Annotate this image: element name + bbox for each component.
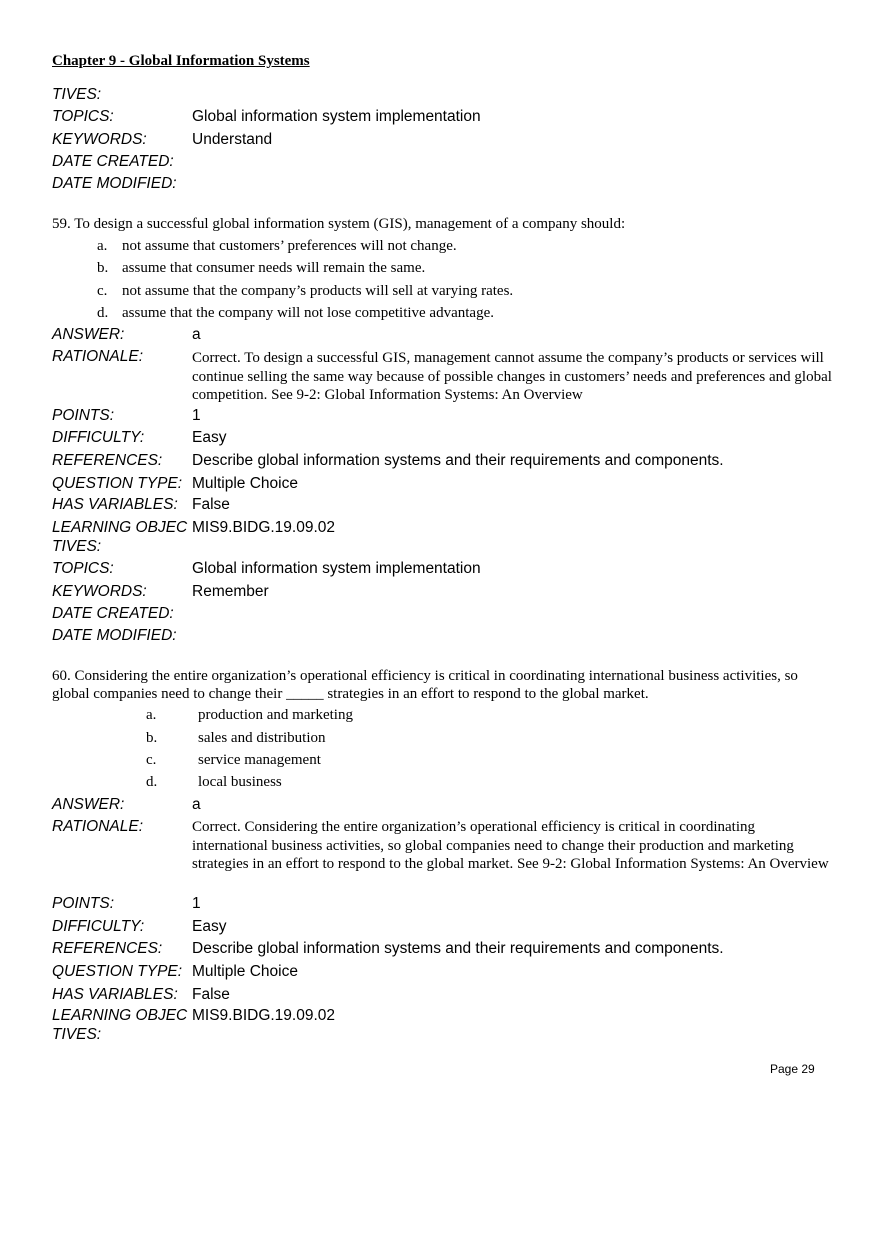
option-text: production and marketing	[198, 707, 353, 723]
rationale-label: RATIONALE:	[52, 818, 144, 835]
keywords-value: Remember	[192, 583, 269, 600]
rationale-text: Correct. To design a successful GIS, management cannot assume the company’s products or services will continue selling the same way because of possible changes in customers’ needs and preferences and global competition. See 9-2: Global Information Systems: An Overview	[192, 350, 832, 403]
option-text: local business	[198, 774, 282, 790]
references-value: Describe global information systems and their requirements and components.	[192, 452, 724, 469]
keywords-label: KEYWORDS:	[52, 131, 147, 148]
topics-value: Global information system implementation	[192, 108, 481, 125]
question-60-stem: 60. Considering the entire organization’s operational efficiency is critical in coordinating international business activities, so global companies need to change their _____ strategies in an effort to respond to the global market.	[52, 668, 798, 702]
has-variables-label: HAS VARIABLES:	[52, 496, 178, 513]
chapter-title: Chapter 9 - Global Information Systems	[52, 53, 310, 69]
difficulty-value: Easy	[192, 429, 227, 446]
references-value: Describe global information systems and their requirements and components.	[192, 940, 724, 957]
option-letter: d.	[97, 305, 109, 321]
rationale-text: Correct. Considering the entire organization’s operational efficiency is critical in coordinating international business activities, so global companies need to change their production and marketing strategies in an effort to respond to the global market. See 9-2: Global Information Systems: An Overview	[192, 819, 829, 872]
question-type-value: Multiple Choice	[192, 963, 298, 980]
question-type-label: QUESTION TYPE:	[52, 963, 183, 980]
rationale-label: RATIONALE:	[52, 348, 144, 365]
points-value: 1	[192, 895, 201, 912]
page-number: Page 29	[770, 1062, 815, 1076]
question-59-stem: 59. To design a successful global information system (GIS), management of a company should:	[52, 216, 626, 232]
date-created-label: DATE CREATED:	[52, 605, 174, 622]
option-text: assume that consumer needs will remain the same.	[122, 260, 426, 276]
option-text: assume that the company will not lose competitive advantage.	[122, 305, 494, 321]
difficulty-label: DIFFICULTY:	[52, 429, 145, 446]
lo-label-tail: TIVES:	[52, 86, 102, 103]
answer-value: a	[192, 326, 201, 343]
topics-label: TOPICS:	[52, 108, 114, 125]
date-modified-label: DATE MODIFIED:	[52, 627, 177, 644]
keywords-value: Understand	[192, 131, 273, 148]
option-letter: c.	[97, 283, 108, 299]
question-type-label: QUESTION TYPE:	[52, 475, 183, 492]
option-letter: c.	[146, 752, 157, 768]
option-text: not assume that customers’ preferences will not change.	[122, 238, 457, 254]
learning-objectives-label-tail: TIVES:	[52, 538, 102, 555]
option-letter: b.	[97, 260, 109, 276]
points-value: 1	[192, 407, 201, 424]
keywords-label: KEYWORDS:	[52, 583, 147, 600]
option-text: not assume that the company’s products will sell at varying rates.	[122, 283, 514, 299]
difficulty-label: DIFFICULTY:	[52, 918, 145, 935]
option-letter: b.	[146, 730, 158, 746]
date-modified-label: DATE MODIFIED:	[52, 175, 177, 192]
references-label: REFERENCES:	[52, 452, 163, 469]
learning-objectives-label-tail: TIVES:	[52, 1026, 102, 1043]
topics-label: TOPICS:	[52, 560, 114, 577]
option-text: service management	[198, 752, 321, 768]
date-created-label: DATE CREATED:	[52, 153, 174, 170]
option-letter: a.	[146, 707, 157, 723]
option-letter: d.	[146, 774, 158, 790]
answer-label: ANSWER:	[52, 326, 125, 343]
points-label: POINTS:	[52, 407, 115, 424]
topics-value: Global information system implementation	[192, 560, 481, 577]
has-variables-label: HAS VARIABLES:	[52, 986, 178, 1003]
option-letter: a.	[97, 238, 108, 254]
has-variables-value: False	[192, 986, 230, 1003]
references-label: REFERENCES:	[52, 940, 163, 957]
answer-label: ANSWER:	[52, 796, 125, 813]
answer-value: a	[192, 796, 201, 813]
points-label: POINTS:	[52, 895, 115, 912]
learning-objectives-value: MIS9.BIDG.19.09.02	[192, 1007, 336, 1024]
has-variables-value: False	[192, 496, 230, 513]
question-type-value: Multiple Choice	[192, 475, 298, 492]
learning-objectives-label: LEARNING OBJEC	[52, 1007, 188, 1024]
learning-objectives-value: MIS9.BIDG.19.09.02	[192, 519, 336, 536]
learning-objectives-label: LEARNING OBJEC	[52, 519, 188, 536]
option-text: sales and distribution	[198, 730, 326, 746]
difficulty-value: Easy	[192, 918, 227, 935]
